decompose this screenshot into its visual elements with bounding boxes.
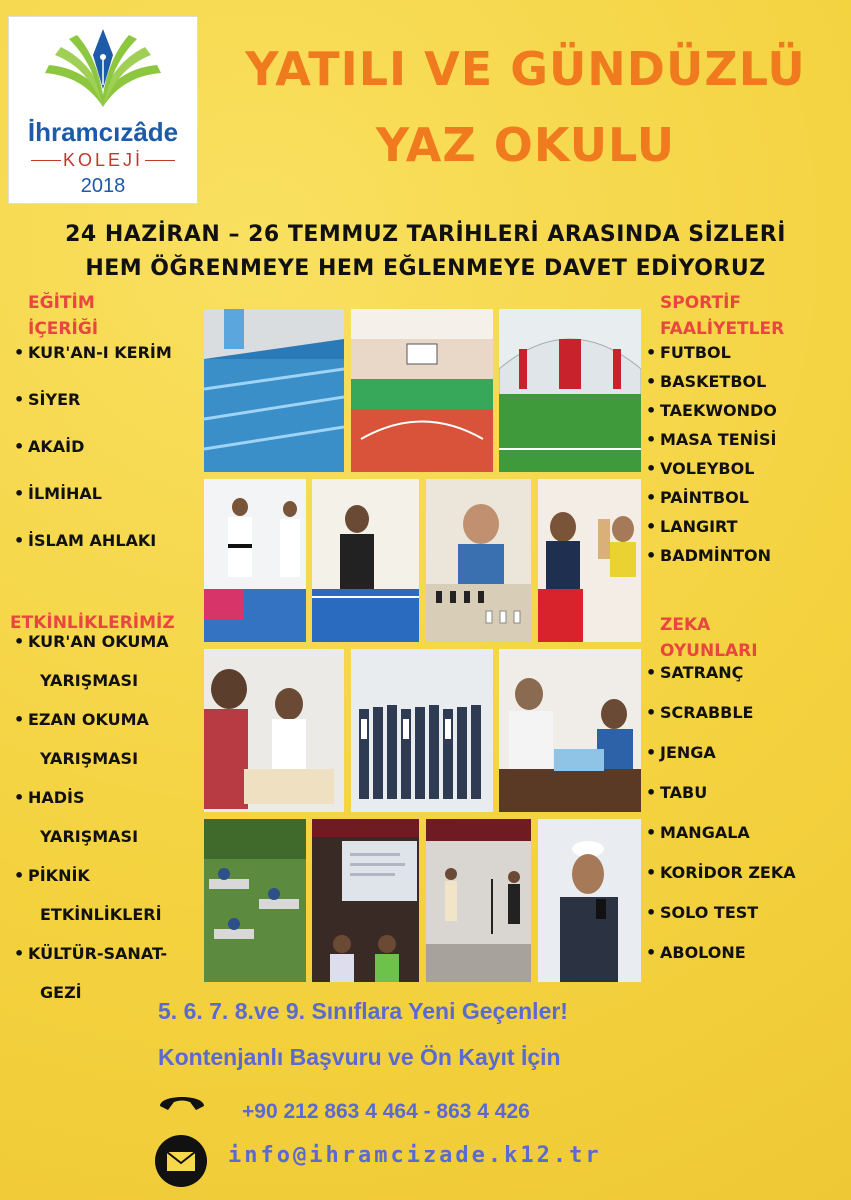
recitation-photo	[538, 819, 641, 982]
list-item: • VOLEYBOL	[646, 459, 777, 478]
list-item: • BASKETBOL	[646, 372, 777, 391]
logo-year: 2018	[80, 175, 126, 197]
jenga-photo	[538, 479, 641, 642]
list-item: • KUR'AN-I KERİM	[14, 343, 172, 362]
education-list	[14, 343, 172, 550]
sports-heading-line2: FAALİYETLER	[660, 319, 785, 339]
education-heading-line2: İÇERİĞİ	[28, 319, 99, 339]
list-item: • JENGA	[646, 743, 796, 762]
list-item: • PAİNTBOL	[646, 488, 777, 507]
list-item: • LANGIRT	[646, 517, 777, 536]
games-heading	[660, 612, 758, 664]
games-heading-line1: ZEKA	[660, 615, 711, 635]
quran-reading-photo	[204, 649, 344, 812]
email-address[interactable]: info@ihramcizade.k12.tr	[228, 1143, 602, 1168]
phone-icon	[156, 1086, 208, 1130]
page-title-line1: YATILI VE GÜNDÜZLÜ	[245, 42, 806, 96]
list-item: • TABU	[646, 783, 796, 802]
table-tennis-photo	[312, 479, 419, 642]
list-item-line2: YARIŞMASI	[40, 749, 139, 768]
list-item-line1: KUR'AN OKUMA	[28, 632, 169, 651]
list-item-line1: HADİS	[28, 788, 85, 807]
list-item: • KORİDOR ZEKA	[646, 863, 796, 882]
list-item: • BADMİNTON	[646, 546, 777, 565]
list-item-line2: GEZİ	[40, 983, 82, 1002]
logo-name: İhramcızâde	[27, 117, 179, 147]
book-pen-icon	[39, 25, 167, 117]
sports-heading	[660, 290, 784, 342]
prayer-photo	[351, 649, 493, 812]
list-item	[14, 866, 169, 924]
list-item: • MANGALA	[646, 823, 796, 842]
list-item: • SCRABBLE	[646, 703, 796, 722]
list-item	[14, 788, 169, 846]
list-item-line2: YARIŞMASI	[40, 827, 139, 846]
games-list	[646, 663, 796, 962]
list-item: • ABOLONE	[646, 943, 796, 962]
list-item: • FUTBOL	[646, 343, 777, 362]
list-item: • SATRANÇ	[646, 663, 796, 682]
teacher-student-photo	[499, 649, 641, 812]
chess-photo	[426, 479, 531, 642]
picnic-photo	[204, 819, 306, 982]
list-item-line2: YARIŞMASI	[40, 671, 139, 690]
list-item: • MASA TENİSİ	[646, 430, 777, 449]
list-item-line1: EZAN OKUMA	[28, 710, 149, 729]
page-title-line2: YAZ OKULU	[375, 118, 676, 172]
gym-photo	[351, 309, 493, 472]
list-item: • SOLO TEST	[646, 903, 796, 922]
list-item-line1: PİKNİK	[28, 866, 90, 885]
education-heading	[28, 290, 98, 342]
logo-subtitle: KOLEJİ	[62, 150, 144, 170]
list-item: • İSLAM AHLAKI	[14, 531, 172, 550]
activities-list	[14, 632, 169, 1002]
games-heading-line2: OYUNLARI	[660, 641, 758, 661]
list-item	[14, 632, 169, 690]
list-item: • SİYER	[14, 390, 172, 409]
list-item-line1: KÜLTÜR-SANAT-	[28, 944, 168, 963]
phone-number[interactable]: +90 212 863 4 464 - 863 4 426	[242, 1100, 530, 1123]
sports-heading-line1: SPORTİF	[660, 293, 742, 313]
logo-divider	[145, 160, 175, 161]
list-item	[14, 944, 169, 1002]
education-heading-line1: EĞİTİM	[28, 293, 95, 313]
list-item: • AKAİD	[14, 437, 172, 456]
list-item: • TAEKWONDO	[646, 401, 777, 420]
school-logo	[8, 16, 198, 204]
grades-announcement: 5. 6. 7. 8.ve 9. Sınıflara Yeni Geçenler!	[158, 998, 568, 1024]
subtitle-line2: HEM ÖĞRENMEYE HEM EĞLENMEYE DAVET EDİYORUZ	[85, 256, 766, 281]
football-field-photo	[499, 309, 641, 472]
registration-note: Kontenjanlı Başvuru ve Ön Kayıt İçin	[158, 1044, 561, 1070]
swimming-pool-photo	[204, 309, 344, 472]
mail-icon	[152, 1132, 210, 1190]
sports-list	[646, 343, 777, 565]
activities-heading: ETKİNLİKLERİMİZ	[10, 613, 175, 633]
taekwondo-photo	[204, 479, 306, 642]
list-item: • İLMİHAL	[14, 484, 172, 503]
list-item	[14, 710, 169, 768]
stage-event-photo	[426, 819, 531, 982]
list-item-line2: ETKİNLİKLERİ	[40, 905, 162, 924]
subtitle-line1: 24 HAZİRAN – 26 TEMMUZ TARİHLERİ ARASINDA SİZLERİ	[65, 222, 786, 247]
classroom-presentation-photo	[312, 819, 419, 982]
